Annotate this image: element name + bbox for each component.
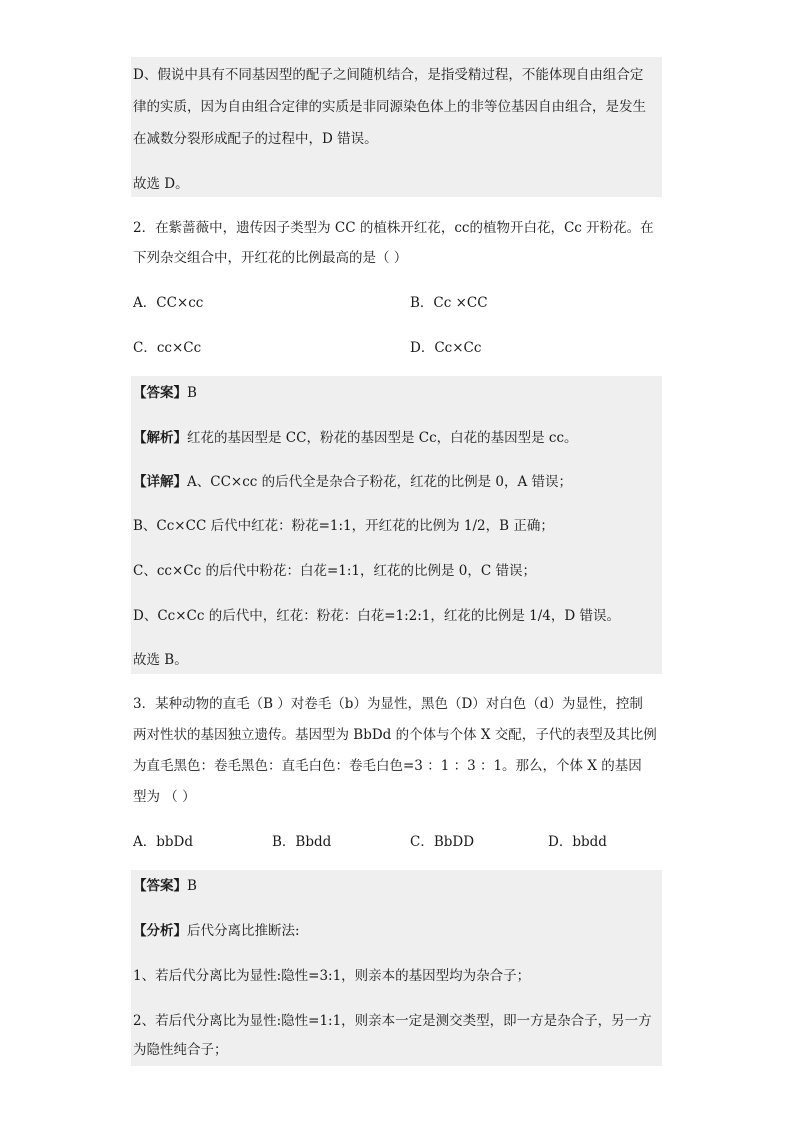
answer-value: B bbox=[187, 385, 197, 401]
detail-tag: 【详解】 bbox=[133, 474, 187, 490]
q3-stem-line: 两对性状的基因独立遗传。基因型为 BbDd 的个体与个体 X 交配，子代的表型及其比例 bbox=[133, 727, 657, 743]
prev-solution-line: 律的实质，因为自由组合定律的实质是非同源染色体上的非等位基因自由组合，是发生 bbox=[133, 99, 646, 115]
q3-option-b: B．Bbdd bbox=[272, 834, 332, 850]
q3-analysis bbox=[133, 921, 300, 941]
q2-detail-line: D、Cc×Cc 的后代中，红花：粉花：白花=1:2:1，红花的比例是 1/4，D 错误。 bbox=[133, 608, 621, 624]
q2-stem-line: 2．在紫蔷薇中，遗传因子类型为 CC 的植株开红花，cc的植物开白花，Cc 开粉花。在 bbox=[133, 220, 654, 236]
q2-option-c: C．cc×Cc bbox=[133, 340, 202, 356]
q2-answer bbox=[133, 383, 197, 403]
q2-stem-line: 下列杂交组合中，开红花的比例最高的是（ ） bbox=[133, 250, 408, 266]
prev-conclusion: 故选 D。 bbox=[133, 176, 189, 192]
q3-option-d: D．bbdd bbox=[548, 834, 607, 850]
q3-option-a: A．bbDd bbox=[133, 834, 193, 850]
q3-rule-line: 2、若后代分离比为显性:隐性=1:1，则亲本一定是测交类型，即一方是杂合子，另一方 bbox=[133, 1013, 652, 1029]
analysis-text: 红花的基因型是 CC，粉花的基因型是 Cc，白花的基因型是 cc。 bbox=[187, 430, 578, 446]
detail-text: A、CC×cc 的后代全是杂合子粉花，红花的比例是 0，A 错误； bbox=[187, 474, 573, 490]
answer-tag: 【答案】 bbox=[133, 385, 187, 401]
q3-stem-line: 为直毛黑色：卷毛黑色：直毛白色：卷毛白色=3 ：1 ：3 ：1。那么，个体 X 的基因 bbox=[133, 758, 642, 774]
q2-conclusion: 故选 B。 bbox=[133, 652, 188, 668]
q3-answer bbox=[133, 876, 197, 896]
q2-option-a: A．CC×cc bbox=[133, 295, 204, 311]
q2-detail-line: C、cc×Cc 的后代中粉花：白花=1:1，红花的比例是 0，C 错误； bbox=[133, 563, 536, 579]
q2-option-b: B．Cc ×CC bbox=[410, 295, 488, 311]
answer-tag: 【答案】 bbox=[133, 878, 187, 894]
q3-rule-line: 1、若后代分离比为显性:隐性=3:1，则亲本的基因型均为杂合子； bbox=[133, 968, 531, 984]
q3-option-c: C．BbDD bbox=[410, 834, 475, 850]
analysis-text: 后代分离比推断法: bbox=[187, 923, 300, 939]
analysis-tag: 【解析】 bbox=[133, 430, 187, 446]
q3-stem-line: 型为 （ ） bbox=[133, 789, 196, 805]
analysis-tag: 【分析】 bbox=[133, 923, 187, 939]
q3-rule-line: 为隐性纯合子； bbox=[133, 1042, 228, 1058]
answer-value: B bbox=[187, 878, 197, 894]
q2-detail bbox=[133, 472, 572, 492]
q3-stem-line: 3．某种动物的直毛（B ）对卷毛（b）为显性，黑色（D）对白色（d）为显性，控制 bbox=[133, 696, 643, 712]
q2-detail-line: B、Cc×CC 后代中红花：粉花=1:1，开红花的比例为 1/2，B 正确； bbox=[133, 518, 554, 534]
prev-solution-line: 在减数分裂形成配子的过程中，D 错误。 bbox=[133, 131, 378, 147]
q2-analysis bbox=[133, 428, 578, 448]
prev-solution-line: D、假说中具有不同基因型的配子之间随机结合，是指受精过程，不能体现自由组合定 bbox=[133, 67, 644, 83]
q2-option-d: D．Cc×Cc bbox=[410, 340, 482, 356]
